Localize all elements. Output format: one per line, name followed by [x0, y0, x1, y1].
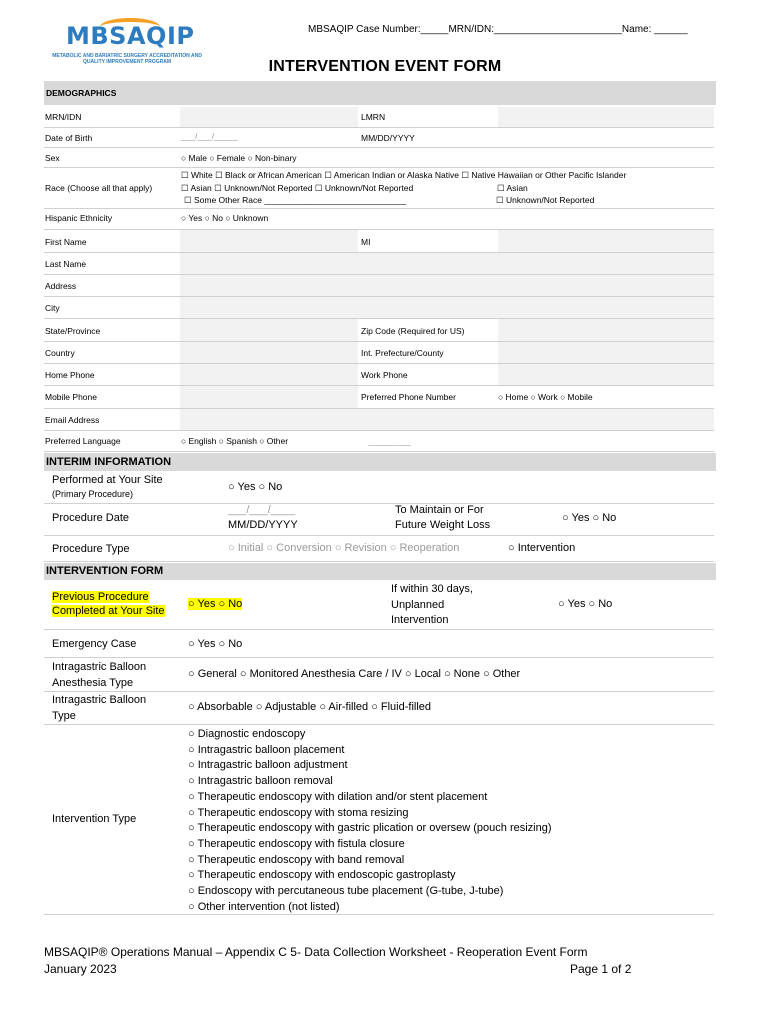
- performed-options[interactable]: ○ Yes ○ No: [228, 481, 283, 493]
- race-options-row1[interactable]: ☐ White ☐ Black or African American ☐ American Indian or Alaska Native ☐ Native Hawaiian or Other Pacific Islander: [181, 170, 627, 180]
- email-input[interactable]: [180, 409, 714, 430]
- performed-label: Performed at Your Site: [52, 474, 163, 486]
- within-30-label-1: If within 30 days,: [391, 583, 473, 595]
- mobile-phone-label: Mobile Phone: [45, 392, 97, 402]
- anesthesia-label-2: Anesthesia Type: [52, 677, 134, 689]
- intervention-type-option[interactable]: ○ Intragastric balloon removal: [188, 775, 333, 788]
- city-label: City: [45, 303, 60, 313]
- emergency-options[interactable]: ○ Yes ○ No: [188, 638, 243, 650]
- sex-options[interactable]: ○ Male ○ Female ○ Non-binary: [181, 153, 297, 163]
- lang-options[interactable]: ○ English ○ Spanish ○ Other: [181, 436, 289, 446]
- work-phone-label: Work Phone: [361, 370, 408, 380]
- country-label: Country: [45, 348, 75, 358]
- footer-date: January 2023: [44, 962, 117, 976]
- race-option-other[interactable]: ☐ Some Other Race ______________________________: [184, 195, 407, 205]
- footer-manual-line: MBSAQIP® Operations Manual – Appendix C 5- Data Collection Worksheet - Reoperation Event Form: [44, 945, 588, 959]
- logo-text: MBSAQIP: [66, 22, 195, 50]
- sex-label: Sex: [45, 153, 60, 163]
- intervention-type-option[interactable]: ○ Therapeutic endoscopy with fistula closure: [188, 837, 405, 850]
- prev-proc-label-2: Completed at Your Site: [52, 605, 165, 617]
- hispanic-options[interactable]: ○ Yes ○ No ○ Unknown: [181, 213, 269, 223]
- pref-phone-label: Preferred Phone Number: [361, 392, 456, 402]
- first-name-input[interactable]: [180, 230, 358, 252]
- pref-lang-label: Preferred Language: [45, 436, 121, 446]
- email-label: Email Address: [45, 415, 100, 425]
- home-phone-label: Home Phone: [45, 370, 95, 380]
- hispanic-label: Hispanic Ethnicity: [45, 213, 113, 223]
- intervention-type-list: [188, 727, 552, 915]
- mi-label: MI: [361, 237, 371, 247]
- address-input[interactable]: [180, 275, 714, 296]
- proc-type-intervention-option[interactable]: ○ Intervention: [508, 542, 576, 554]
- prev-proc-label-1: Previous Procedure: [52, 591, 149, 603]
- last-name-label: Last Name: [45, 259, 87, 269]
- intervention-type-label: Intervention Type: [52, 813, 137, 825]
- state-label: State/Province: [45, 326, 101, 336]
- balloon-type-options[interactable]: ○ Absorbable ○ Adjustable ○ Air-filled ○ Fluid-filled: [188, 701, 432, 713]
- page-title: INTERVENTION EVENT FORM: [268, 58, 502, 75]
- last-name-input[interactable]: [180, 253, 714, 274]
- intervention-type-option[interactable]: ○ Intragastric balloon placement: [188, 743, 345, 756]
- mrn-label: MRN/IDN: [45, 112, 82, 122]
- mi-input[interactable]: [498, 230, 714, 252]
- intervention-type-option[interactable]: ○ Diagnostic endoscopy: [188, 728, 306, 740]
- address-label: Address: [45, 281, 77, 291]
- state-input[interactable]: [180, 319, 358, 341]
- prefecture-label: Int. Prefecture/County: [361, 348, 444, 358]
- work-phone-input[interactable]: [498, 364, 714, 385]
- proc-date-label: Procedure Date: [52, 512, 130, 524]
- prev-proc-options[interactable]: ○ Yes ○ No: [188, 598, 243, 610]
- city-input[interactable]: [180, 297, 714, 318]
- prev-proc-label: [52, 591, 165, 619]
- demographics-header: DEMOGRAPHICS: [44, 81, 716, 105]
- home-phone-input[interactable]: [180, 364, 358, 385]
- within-30-options[interactable]: ○ Yes ○ No: [558, 598, 613, 610]
- zip-input[interactable]: [498, 319, 714, 341]
- lmrn-input[interactable]: [498, 107, 714, 127]
- intervention-type-option[interactable]: ○ Therapeutic endoscopy with dilation and/or stent placement: [188, 790, 488, 803]
- country-input[interactable]: [180, 342, 358, 363]
- maintain-label-2: Future Weight Loss: [395, 519, 491, 531]
- mrn-input[interactable]: [180, 107, 358, 127]
- proc-type-label: Procedure Type: [52, 543, 130, 555]
- dob-input[interactable]: ___/___/_____: [181, 131, 238, 141]
- logo-subtitle: METABOLIC AND BARIATRIC SURGERY ACCREDITATION AND QUALITY IMPROVEMENT PROGRAM: [52, 53, 202, 65]
- emergency-label: Emergency Case: [52, 638, 137, 650]
- balloon-type-label-2: Type: [52, 710, 76, 722]
- footer-page-number: Page 1 of 2: [570, 962, 632, 976]
- intervention-type-option[interactable]: ○ Other intervention (not listed): [188, 900, 340, 913]
- maintain-label-1: To Maintain or For: [395, 504, 484, 516]
- intervention-type-option[interactable]: ○ Endoscopy with percutaneous tube placement (G-tube, J-tube): [188, 885, 504, 898]
- proc-date-input[interactable]: ___/___/____: [228, 504, 296, 516]
- first-name-label: First Name: [45, 237, 87, 247]
- anesthesia-options[interactable]: ○ General ○ Monitored Anesthesia Care / IV ○ Local ○ None ○ Other: [188, 668, 521, 680]
- lmrn-label: LMRN: [361, 112, 386, 122]
- pref-phone-options[interactable]: ○ Home ○ Work ○ Mobile: [498, 392, 593, 402]
- proc-type-disabled-options: ○ Initial ○ Conversion ○ Revision ○ Reoperation: [228, 542, 460, 554]
- maintain-options[interactable]: ○ Yes ○ No: [562, 512, 617, 524]
- intervention-type-option[interactable]: ○ Intragastric balloon adjustment: [188, 759, 348, 772]
- intervention-type-option[interactable]: ○ Therapeutic endoscopy with band removal: [188, 853, 405, 866]
- prefecture-input[interactable]: [498, 342, 714, 363]
- mobile-phone-input[interactable]: [180, 386, 358, 408]
- race-label: Race (Choose all that apply): [45, 183, 153, 193]
- proc-date-format: MM/DD/YYYY: [228, 519, 298, 531]
- intervention-type-option[interactable]: ○ Therapeutic endoscopy with stoma resizing: [188, 806, 409, 819]
- intervention-type-option[interactable]: ○ Therapeutic endoscopy with endoscopic gastroplasty: [188, 869, 456, 882]
- dob-format: MM/DD/YYYY: [361, 133, 415, 143]
- zip-label: Zip Code (Required for US): [361, 326, 465, 336]
- within-30-label-3: Intervention: [391, 614, 449, 626]
- interim-header: INTERIM INFORMATION: [44, 453, 716, 471]
- dob-label: Date of Birth: [45, 133, 93, 143]
- case-number-line: MBSAQIP Case Number:_____MRN/IDN:_______________________Name: ______: [308, 24, 688, 35]
- performed-sublabel: (Primary Procedure): [52, 489, 134, 499]
- intervention-type-option[interactable]: ○ Therapeutic endoscopy with gastric plication or oversew (pouch resizing): [188, 822, 552, 835]
- race-option-asian[interactable]: ☐ Asian: [497, 183, 528, 193]
- balloon-type-label-1: Intragastric Balloon: [52, 694, 147, 706]
- lang-other-input[interactable]: _________: [368, 436, 411, 446]
- within-30-label-2: Unplanned: [391, 599, 445, 611]
- anesthesia-label-1: Intragastric Balloon: [52, 661, 147, 673]
- race-options-row2[interactable]: ☐ Asian ☐ Unknown/Not Reported ☐ Unknown/Not Reported: [181, 183, 414, 193]
- intervention-header: INTERVENTION FORM: [44, 563, 716, 580]
- race-option-unknown[interactable]: ☐ Unknown/Not Reported: [496, 195, 595, 205]
